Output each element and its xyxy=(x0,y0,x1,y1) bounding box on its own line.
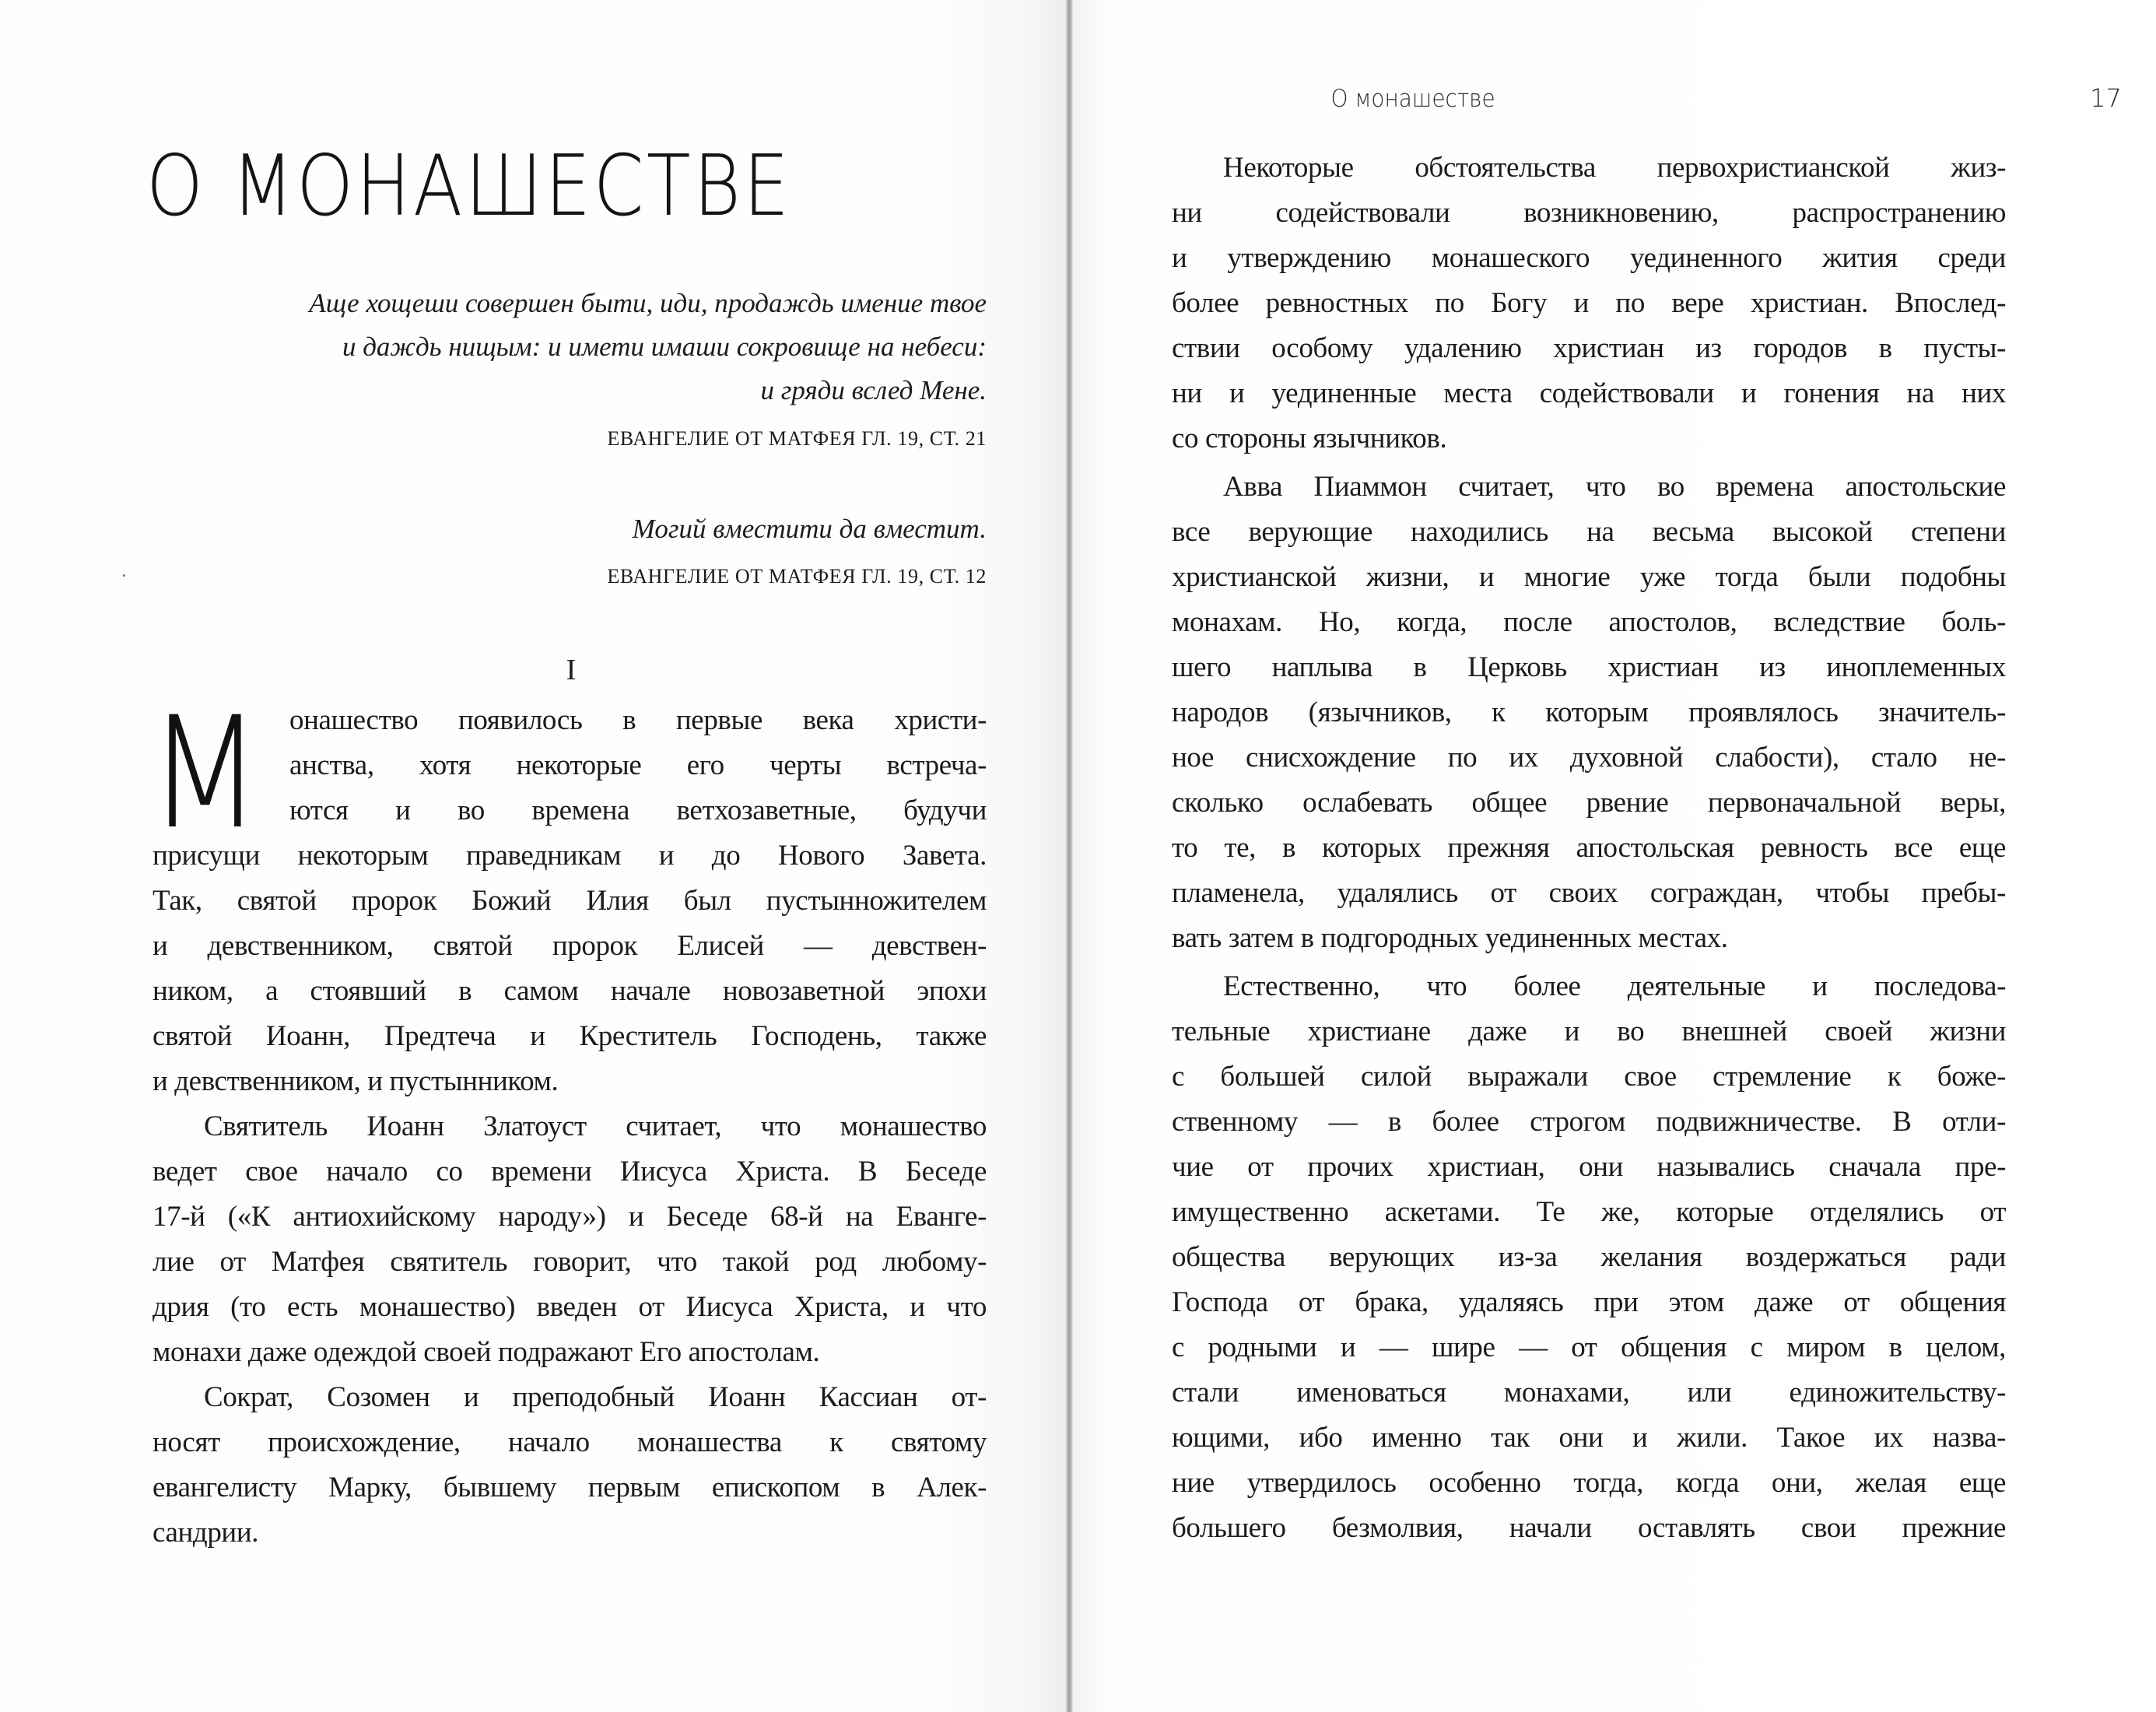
body-line: анства, хотя некоторые его черты встреча- xyxy=(289,749,987,781)
body-line: ником, а стоявший в самом начале новозаветной эпохи xyxy=(152,975,987,1007)
body-line: Сократ, Созомен и преподобный Иоанн Кассиан от- xyxy=(204,1381,987,1413)
body-line: то те, в которых прежняя апостольская ревность все еще xyxy=(1172,832,2006,864)
body-line: чие от прочих христиан, они назывались сначала пре- xyxy=(1172,1151,2006,1183)
body-line: ствии особому удалению христиан из городов в пусты- xyxy=(1172,332,2006,364)
body-line: сколько ослабевать общее рвение первоначальной веры, xyxy=(1172,787,2006,819)
body-line: народов (язычников, к которым проявлялось значитель- xyxy=(1172,696,2006,728)
body-line: ведет свое начало со времени Иисуса Христа. В Беседе xyxy=(152,1156,987,1188)
chapter-title: О МОНАШЕСТВЕ xyxy=(146,138,792,235)
body-line: Некоторые обстоятельства первохристианской жиз- xyxy=(1223,152,2006,184)
body-line: стали именоваться монахами, или единожительству- xyxy=(1172,1377,2006,1409)
body-line: христианской жизни, и многие уже тогда были подобны xyxy=(1172,561,2006,593)
body-line: евангелисту Марку, бывшему первым епископом в Алек- xyxy=(152,1472,987,1503)
running-head: О монашестве xyxy=(1330,85,1495,113)
body-line: с большей силой выражали свое стремление к боже- xyxy=(1172,1061,2006,1093)
body-line: Святитель Иоанн Златоуст считает, что монашество xyxy=(204,1110,987,1142)
epigraph-reference: ЕВАНГЕЛИЕ ОТ МАТФЕЯ ГЛ. 19, СТ. 12 xyxy=(607,565,987,588)
epigraph-line: Могий вместити да вместит. xyxy=(632,514,987,544)
epigraph-line: и даждь нищым: и имети имаши сокровище на небеси: xyxy=(342,332,987,362)
body-line: с родными и — шире — от общения с миром в целом, xyxy=(1172,1331,2006,1363)
drop-cap: М xyxy=(148,683,262,863)
body-line: монахи даже одеждой своей подражают Его апостолам. xyxy=(152,1336,820,1368)
body-line: пламенела, удалялись от своих сограждан, чтобы пребы- xyxy=(1172,877,2006,909)
epigraph-line: и гряди вслед Мене. xyxy=(760,375,987,405)
book-gutter xyxy=(1066,0,1073,1712)
body-line: и девственником, святой пророк Елисей — девствен- xyxy=(152,930,987,962)
body-line: ни и уединенные места содействовали и гонения на них xyxy=(1172,377,2006,409)
body-line: Авва Пиаммон считает, что во времена апостольские xyxy=(1223,471,2006,503)
body-line: монахам. Но, когда, после апостолов, вследствие боль- xyxy=(1172,606,2006,638)
scan-speck xyxy=(123,574,125,577)
body-line: вать затем в подгородных уединенных местах. xyxy=(1172,922,1728,954)
body-line: Естественно, что более деятельные и последова- xyxy=(1223,970,2006,1002)
body-line: лие от Матфея святитель говорит, что такой род любому- xyxy=(152,1246,987,1278)
section-number-text: I xyxy=(566,654,577,686)
body-line: ни содействовали возникновению, распространению xyxy=(1172,197,2006,229)
body-line: большего безмолвия, начали оставлять свои прежние xyxy=(1172,1512,2006,1544)
body-line: и девственником, и пустынником. xyxy=(152,1065,559,1097)
body-line: Господа от брака, удаляясь при этом даже от общения xyxy=(1172,1286,2006,1318)
page-number: 17 xyxy=(2090,83,2122,113)
body-line: более ревностных по Богу и по вере христиан. Впослед- xyxy=(1172,287,2006,319)
body-line: ное снисхождение по их духовной слабости), стало не- xyxy=(1172,742,2006,774)
body-line: ющими, ибо именно так они и жили. Такое их назва- xyxy=(1172,1422,2006,1454)
body-line: присущи некоторым праведникам и до Нового Завета. xyxy=(152,840,987,872)
body-line: ются и во времена ветхозаветные, будучи xyxy=(289,795,987,826)
body-line: со стороны язычников. xyxy=(1172,423,1447,454)
body-line: все верующие находились на весьма высокой степени xyxy=(1172,516,2006,548)
epigraph-line: Аще хощеши совершен быти, иди, продаждь имение твое xyxy=(309,288,987,318)
body-line: тельные христиане даже и во внешней своей жизни xyxy=(1172,1016,2006,1047)
body-line: дрия (то есть монашество) введен от Иисуса Христа, и что xyxy=(152,1291,987,1323)
body-line: ние утвердилось особенно тогда, когда они, желая еще xyxy=(1172,1467,2006,1499)
body-line: имущественно аскетами. Те же, которые отделялись от xyxy=(1172,1196,2006,1228)
body-line: святой Иоанн, Предтеча и Креститель Господень, также xyxy=(152,1020,987,1052)
body-line: онашество появилось в первые века христи- xyxy=(289,704,987,736)
body-line: и утверждению монашеского уединенного жития среди xyxy=(1172,242,2006,274)
body-line: Так, святой пророк Божий Илия был пустынножителем xyxy=(152,885,987,917)
body-line: сандрии. xyxy=(152,1517,259,1549)
body-line: общества верующих из-за желания воздержаться ради xyxy=(1172,1241,2006,1273)
body-line: шего наплыва в Церковь христиан из иноплеменных xyxy=(1172,651,2006,683)
body-line: 17-й («К антиохийскому народу») и Беседе 68-й на Еванге- xyxy=(152,1201,987,1233)
section-number xyxy=(0,655,1067,685)
body-line: носят происхождение, начало монашества к святому xyxy=(152,1426,987,1458)
body-line: ственному — в более строгом подвижничестве. В отли- xyxy=(1172,1106,2006,1138)
epigraph-reference: ЕВАНГЕЛИЕ ОТ МАТФЕЯ ГЛ. 19, СТ. 21 xyxy=(607,427,987,450)
